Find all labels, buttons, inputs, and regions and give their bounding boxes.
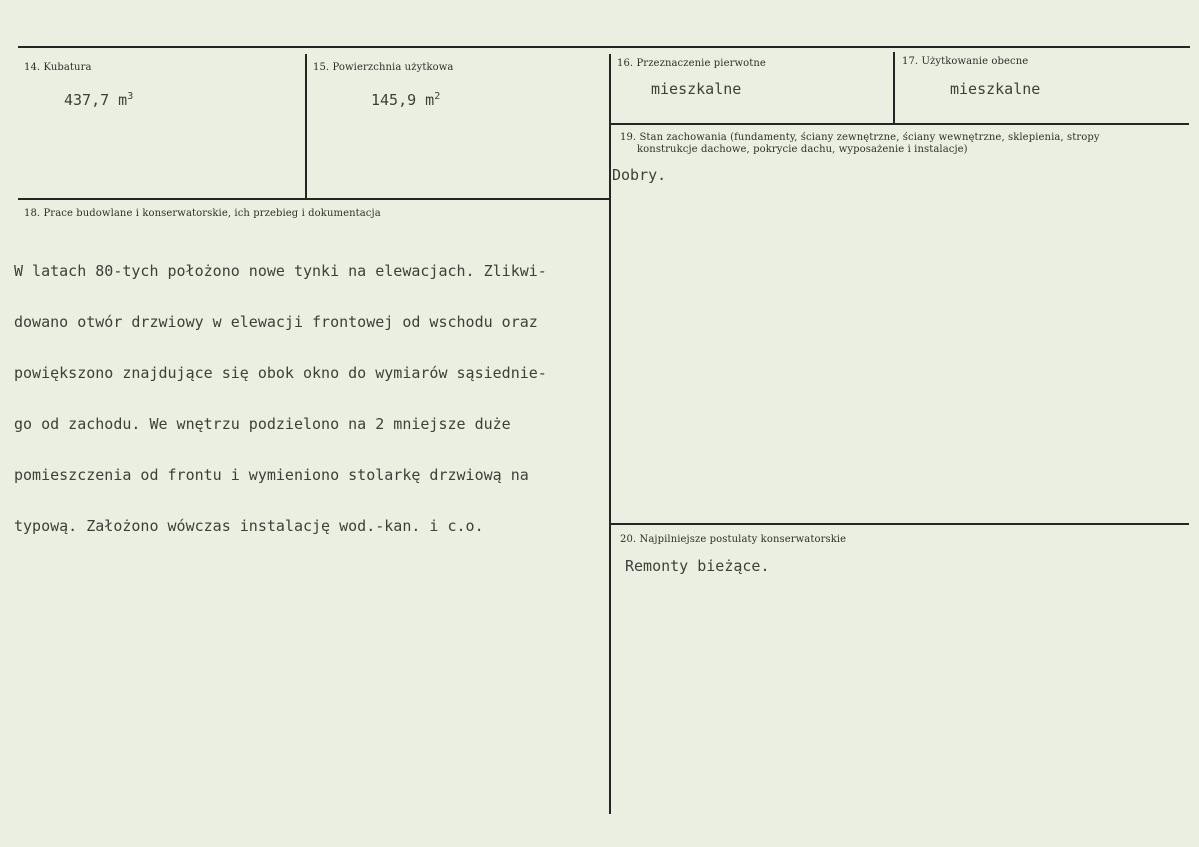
field-18-line: W latach 80-tych położono nowe tynki na elewacjach. Zlikwi-	[14, 262, 547, 280]
field-19-label-line1: 19. Stan zachowania (fundamenty, ściany zewnętrzne, ściany wewnętrzne, sklepienia, stropy	[620, 132, 1100, 143]
divider-14-15	[305, 54, 307, 199]
rule-above-20	[611, 523, 1189, 525]
field-15-label: 15. Powierzchnia użytkowa	[313, 62, 454, 73]
divider-left-right	[609, 54, 611, 814]
field-17-value: mieszkalne	[950, 80, 1041, 98]
field-14-value	[64, 88, 133, 109]
divider-16-17	[893, 52, 895, 124]
rule-under-16-17	[611, 123, 1189, 125]
field-17-label: 17. Użytkowanie obecne	[902, 56, 1029, 67]
field-18-line: go od zachodu. We wnętrzu podzielono na 2 mniejsze duże	[14, 415, 511, 433]
field-14-unit-exponent: 3	[127, 91, 134, 102]
top-rule	[18, 46, 1190, 48]
field-16-value: mieszkalne	[651, 80, 742, 98]
field-18-line: powiększono znajdujące się obok okno do wymiarów sąsiednie-	[14, 364, 547, 382]
field-19-label-line2: konstrukcje dachowe, pokrycie dachu, wyposażenie i instalacje)	[637, 144, 968, 155]
field-15-value-text: 145,9 m	[371, 91, 435, 109]
field-18-line: typową. Założono wówczas instalację wod.-kan. i c.o.	[14, 517, 484, 535]
field-18-text	[14, 229, 547, 569]
field-14-label: 14. Kubatura	[24, 62, 92, 73]
field-14-value-text: 437,7 m	[64, 91, 128, 109]
rule-under-14-15	[18, 198, 609, 200]
field-15-value	[371, 88, 440, 109]
field-19-value: Dobry.	[612, 166, 667, 184]
field-20-value: Remonty bieżące.	[625, 557, 770, 575]
field-18-line: pomieszczenia od frontu i wymieniono stolarkę drzwiową na	[14, 466, 529, 484]
field-18-line: dowano otwór drzwiowy w elewacji frontowej od wschodu oraz	[14, 313, 538, 331]
field-15-unit-exponent: 2	[434, 91, 441, 102]
field-16-label: 16. Przeznaczenie pierwotne	[617, 58, 766, 69]
field-18-label: 18. Prace budowlane i konserwatorskie, ich przebieg i dokumentacja	[24, 208, 381, 219]
field-20-label: 20. Najpilniejsze postulaty konserwatorskie	[620, 534, 847, 545]
